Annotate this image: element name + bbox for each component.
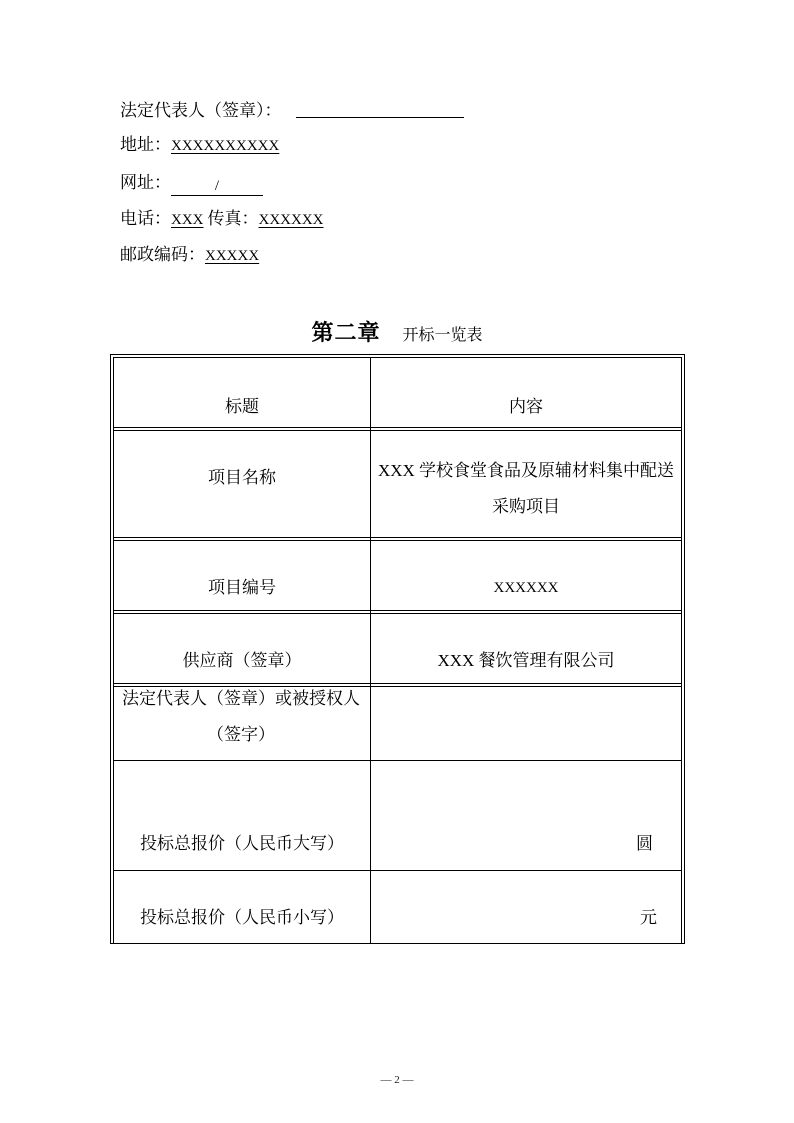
address-value: XXXXXXXXXX — [171, 138, 280, 154]
row-legal-rep-label — [111, 687, 371, 760]
row-project-name-value — [371, 431, 681, 537]
website-label: 网址： — [120, 173, 171, 192]
row-project-number-value: XXXXXX — [493, 580, 559, 596]
table-border — [113, 427, 682, 428]
legal-rep-label-line2: （签字） — [207, 725, 275, 744]
row-supplier-value: XXX 餐饮管理有限公司 — [437, 651, 615, 670]
table-header-title: 标题 — [225, 396, 259, 416]
row-total-lowercase-label: 投标总报价（人民币小写） — [140, 908, 344, 927]
address-label: 地址： — [120, 135, 171, 154]
currency-unit-yuan-lowercase: 元 — [640, 908, 657, 927]
row-project-name-label: 项目名称 — [208, 468, 276, 487]
postcode-label: 邮政编码： — [120, 245, 205, 264]
table-border — [110, 354, 685, 355]
table-header-content: 内容 — [509, 396, 543, 416]
fax-label: 传真： — [207, 209, 259, 228]
legal-rep-label: 法定代表人（签章）： — [120, 101, 282, 120]
row-total-uppercase-value[interactable] — [371, 761, 681, 870]
table-border — [113, 610, 682, 611]
legal-rep-label-line1: 法定代表人（签章）或被授权人 — [122, 689, 360, 708]
row-project-number-label: 项目编号 — [208, 578, 276, 597]
website-value-text: / — [214, 178, 220, 194]
row-supplier-label: 供应商（签章） — [182, 651, 302, 670]
table-border — [681, 357, 682, 943]
project-name-line2: 采购项目 — [492, 497, 560, 516]
table-border — [110, 354, 111, 944]
row-total-uppercase-label: 投标总报价（人民币大写） — [140, 834, 344, 853]
chapter-title: 开标一览表 — [402, 325, 483, 344]
currency-unit-yuan-uppercase: 圆 — [636, 834, 653, 853]
row-legal-rep-signature[interactable] — [371, 687, 681, 760]
chapter-number: 第二章 — [311, 321, 381, 346]
project-name-line1: XXX 学校食堂食品及原辅材料集中配送 — [377, 461, 675, 480]
table-border — [113, 537, 682, 538]
table-border — [684, 354, 685, 944]
fax-value: XXXXXX — [258, 212, 324, 228]
phone-value: XXX — [171, 212, 204, 228]
postcode-value: XXXXX — [205, 248, 260, 264]
phone-label: 电话： — [120, 209, 171, 228]
row-total-lowercase-value[interactable] — [371, 871, 681, 943]
page-number: — 2 — — [380, 1074, 414, 1086]
table-border — [110, 943, 685, 944]
